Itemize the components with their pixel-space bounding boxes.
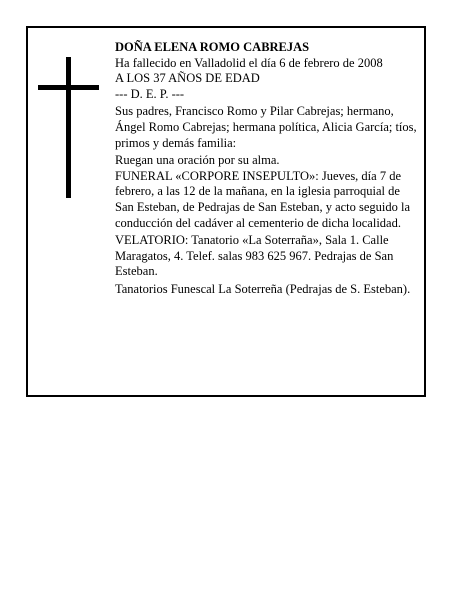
obituary-frame bbox=[26, 26, 426, 397]
prayer-request: Ruegan una oración por su alma. bbox=[115, 153, 280, 168]
obituary-text bbox=[115, 40, 420, 300]
funeral-details: FUNERAL «CORPORE INSEPULTO»: Jueves, día 7 de febrero, a las 12 de la mañana, en la iglesia parroquial de San Esteban, de Pedrajas de San Esteban, y acto seguido la conducción del cadáver al cementerio de dicha localidad. bbox=[115, 168, 411, 230]
wake-details: VELATORIO: Tanatorio «La Soterraña», Sala 1. Calle Maragatos, 4. Telef. salas 983 625 967. Pedrajas de San Esteban. bbox=[115, 233, 394, 279]
rip-line: --- D. E. P. --- bbox=[115, 86, 185, 101]
cross-horizontal-bar bbox=[38, 85, 99, 90]
funeral-home: Tanatorios Funescal La Soterreña (Pedrajas de S. Esteban). bbox=[115, 281, 411, 296]
death-announcement: Ha fallecido en Valladolid el día 6 de febrero de 2008 bbox=[115, 55, 383, 70]
family-list: Sus padres, Francisco Romo y Pilar Cabrejas; hermano, Ángel Romo Cabrejas; hermana política, Alicia García; tíos, primos y demás familia: bbox=[115, 104, 417, 150]
age-line: A LOS 37 AÑOS DE EDAD bbox=[115, 71, 260, 86]
cross-vertical-bar bbox=[66, 57, 71, 198]
deceased-name: DOÑA ELENA ROMO CABREJAS bbox=[115, 40, 310, 54]
